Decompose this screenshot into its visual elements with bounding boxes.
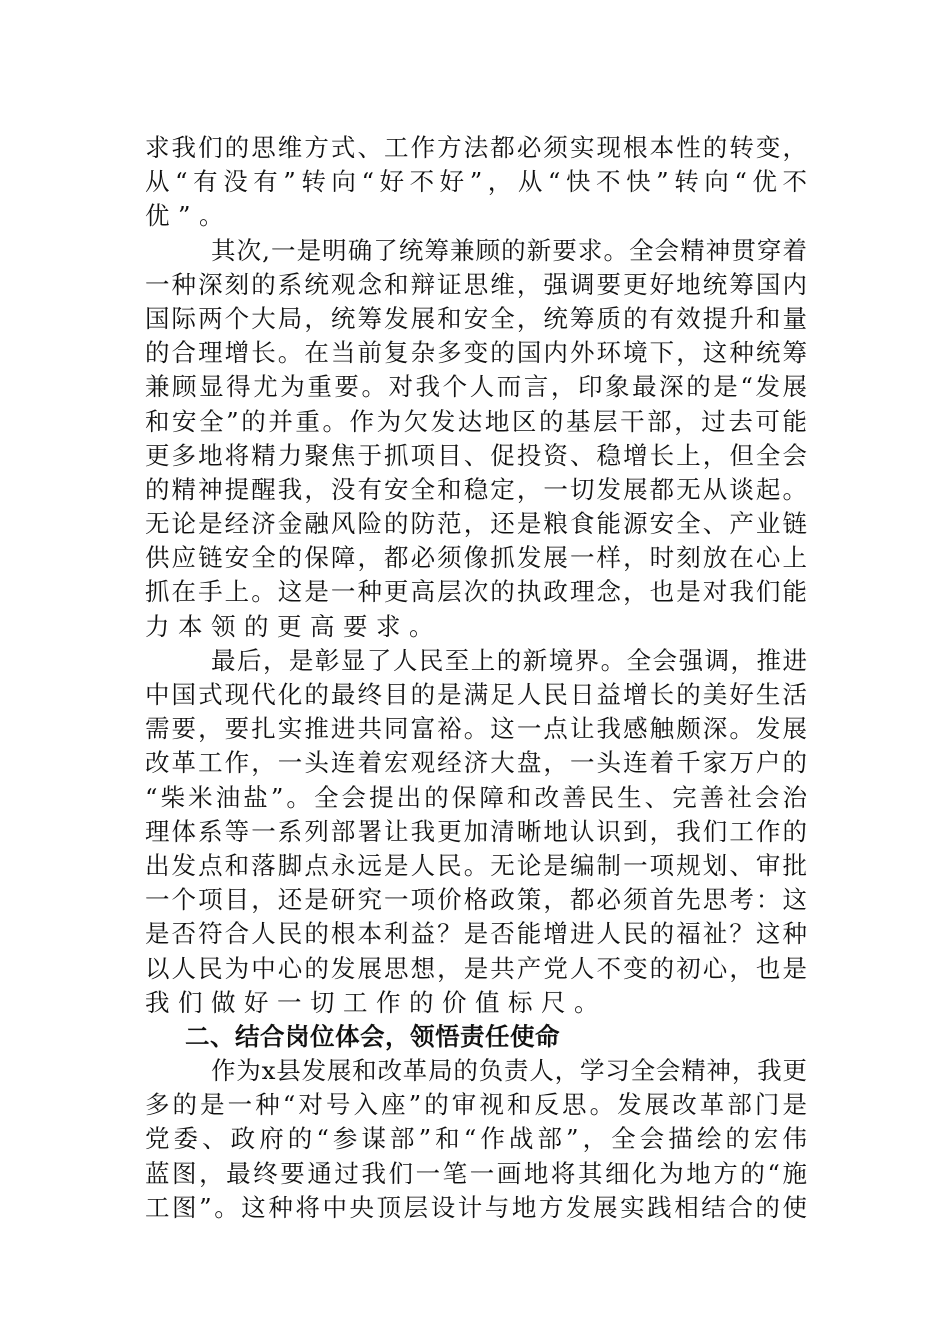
text-line: 优”。	[145, 201, 233, 231]
text-line: 以人民为中心的发展思想，是共产党人不变的初心，也是	[145, 953, 807, 983]
text-line: 一个项目，还是研究一项价格政策，都必须首先思考：这	[145, 885, 807, 915]
text-line: 是否符合人民的根本利益？是否能增进人民的福祉？这种	[145, 919, 807, 949]
paragraph-first-line: 其次,一是明确了统筹兼顾的新要求。全会精神贯穿着	[211, 235, 807, 265]
paragraph-first-line: 最后，是彰显了人民至上的新境界。全会强调，推进	[211, 645, 807, 675]
text-line: 出发点和落脚点永远是人民。无论是编制一项规划、审批	[145, 850, 807, 880]
text-line: 党委、政府的“参谋部”和“作战部”，全会描绘的宏伟	[145, 1124, 807, 1154]
text-line: 的合理增长。在当前复杂多变的国内外环境下，这种统筹	[145, 338, 807, 368]
text-line: 国际两个大局，统筹发展和安全，统筹质的有效提升和量	[145, 303, 807, 333]
text-line: 需要，要扎实推进共同富裕。这一点让我感触颇深。发展	[145, 714, 807, 744]
text-line: 改革工作，一头连着宏观经济大盘，一头连着千家万户的	[145, 748, 807, 778]
document-body	[145, 131, 807, 1225]
text-line: 工图”。这种将中央顶层设计与地方发展实践相结合的使	[145, 1192, 807, 1222]
text-line: 一种深刻的系统观念和辩证思维，强调要更好地统筹国内	[145, 269, 807, 299]
text-line: 无论是经济金融风险的防范，还是粮食能源安全、产业链	[145, 509, 807, 539]
text-line: 供应链安全的保障，都必须像抓发展一样，时刻放在心上	[145, 543, 807, 573]
text-line: 多的是一种“对号入座”的审视和反思。发展改革部门是	[145, 1090, 807, 1120]
text-line: 更多地将精力聚焦于抓项目、促投资、稳增长上，但全会	[145, 440, 807, 470]
text-line: 我们做好一切工作的价值标尺。	[145, 987, 607, 1017]
paragraph-first-line: 作为x县发展和改革局的负责人，学习全会精神，我更	[211, 1056, 807, 1086]
text-line: 求我们的思维方式、工作方法都必须实现根本性的转变，	[145, 133, 807, 162]
text-line: 和安全”的并重。作为欠发达地区的基层干部，过去可能	[145, 406, 807, 436]
text-line: 力本领的更高要求。	[145, 611, 442, 641]
text-line: 的精神提醒我，没有安全和稳定，一切发展都无从谈起。	[145, 474, 807, 504]
text-line: 从“有没有”转向“好不好”，从“快不快”转向“优不	[145, 167, 807, 197]
text-line: “柴米油盐”。全会提出的保障和改善民生、完善社会治	[145, 782, 807, 812]
text-line: 理体系等一系列部署让我更加清晰地认识到，我们工作的	[145, 816, 807, 846]
text-line: 抓在手上。这是一种更高层次的执政理念，也是对我们能	[145, 577, 807, 607]
text-line: 兼顾显得尤为重要。对我个人而言，印象最深的是“发展	[145, 372, 807, 402]
text-line: 中国式现代化的最终目的是满足人民日益增长的美好生活	[145, 680, 807, 709]
text-line: 蓝图，最终要通过我们一笔一画地将其细化为地方的“施	[145, 1158, 807, 1188]
section-heading: 二、结合岗位体会，领悟责任使命	[185, 1021, 560, 1051]
